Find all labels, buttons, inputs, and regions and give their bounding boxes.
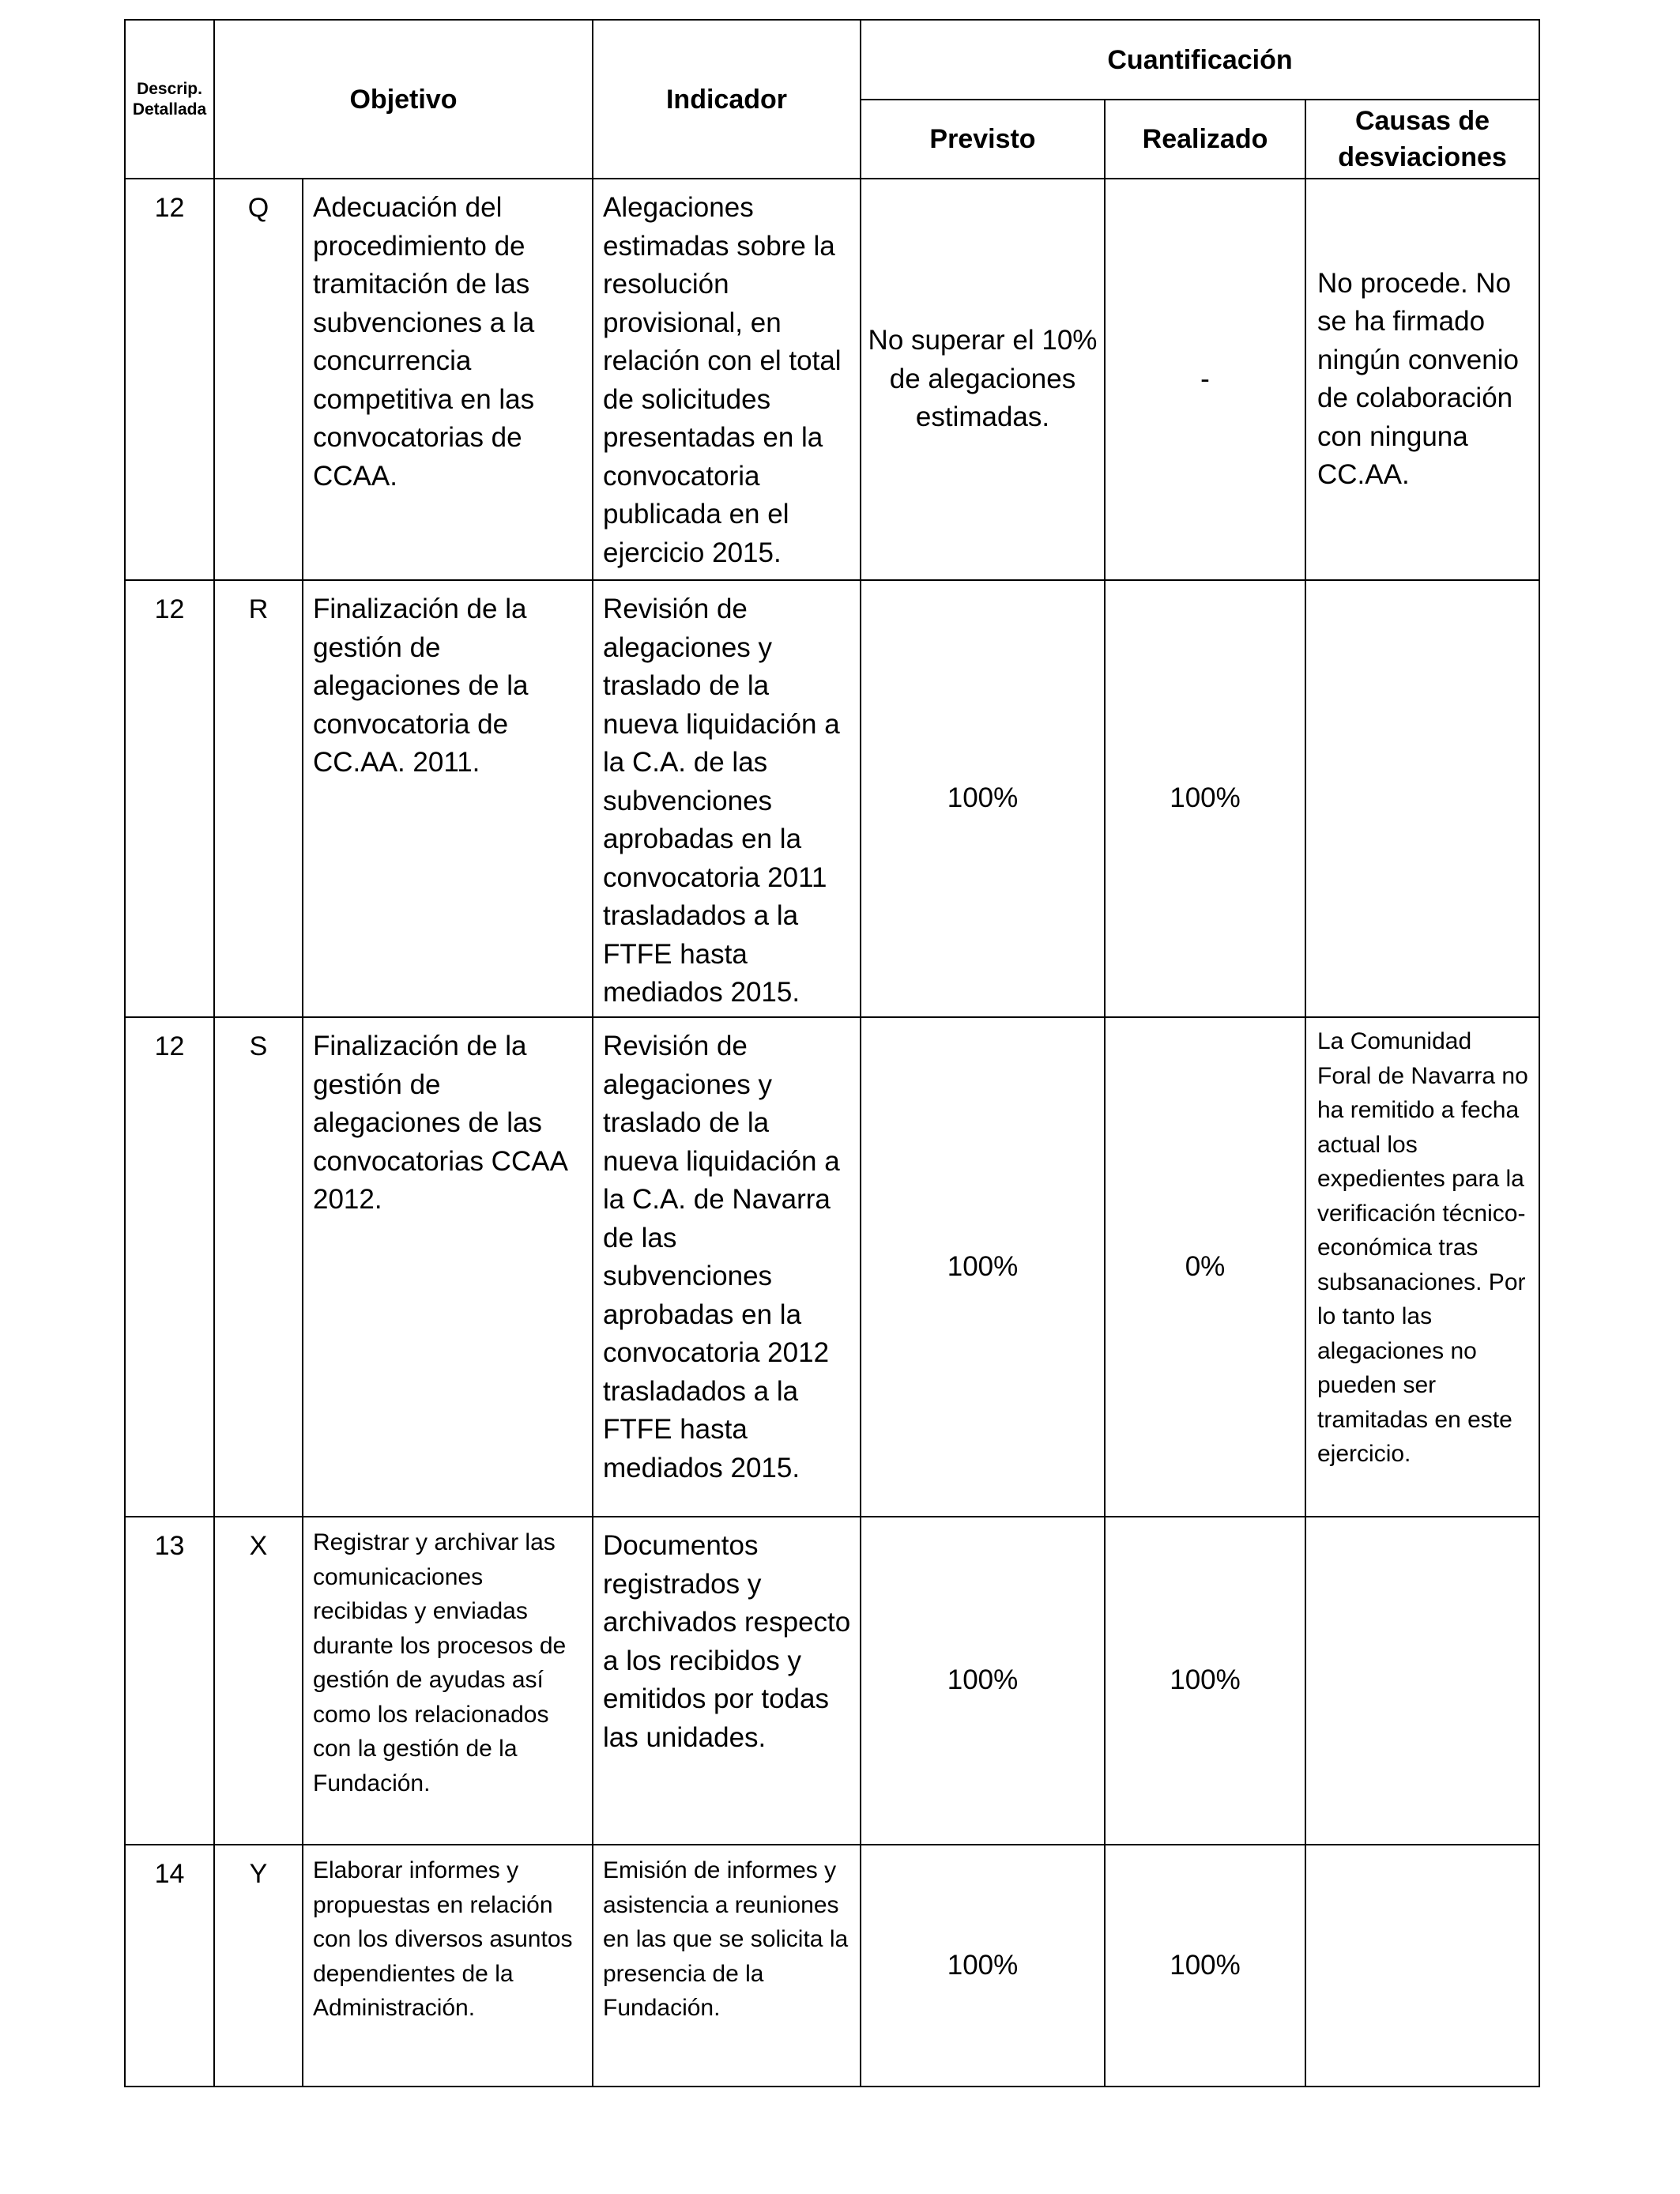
realizado-cell: 100% [1105,1845,1305,2087]
table-row [125,1517,1539,1845]
causas-cell: La Comunidad Foral de Navarra no ha remitido a fecha actual los expedientes para la verificación técnico-económica tras subsanaciones. Por lo tanto las alegaciones no pueden ser tramitadas en este ejercicio. [1305,1017,1539,1517]
objetivo-cell: Registrar y archivar las comunicaciones recibidas y enviadas durante los procesos de gestión de ayudas así como los relacionados con la gestión de la Fundación. [303,1517,593,1845]
realizado-cell: 100% [1105,1517,1305,1845]
header-previsto: Previsto [861,100,1105,179]
indicador-cell: Emisión de informes y asistencia a reuniones en las que se solicita la presencia de la Fundación. [593,1845,861,2087]
header-cuantificacion: Cuantificación [861,20,1539,100]
causas-cell [1305,580,1539,1017]
row-number: 12 [125,580,214,1017]
causas-cell: No procede. No se ha firmado ningún convenio de colaboración con ninguna CC.AA. [1305,179,1539,580]
realizado-cell: - [1105,179,1305,580]
previsto-cell: No superar el 10% de alegaciones estimadas. [861,179,1105,580]
row-letter: Q [214,179,303,580]
row-letter: R [214,580,303,1017]
header-descrip: Descrip. Detallada [125,20,214,179]
indicador-cell: Alegaciones estimadas sobre la resolución provisional, en relación con el total de solicitudes presentadas en la convocatoria publicada en el ejercicio 2015. [593,179,861,580]
header-indicador: Indicador [593,20,861,179]
row-number: 13 [125,1517,214,1845]
objetivo-cell: Elaborar informes y propuestas en relación con los diversos asuntos dependientes de la Administración. [303,1845,593,2087]
row-letter: Y [214,1845,303,2087]
table-row [125,179,1539,580]
header-objetivo: Objetivo [214,20,593,179]
row-number: 12 [125,179,214,580]
quantification-table-page [124,19,1539,2087]
objetivo-cell: Finalización de la gestión de alegaciones de la convocatoria de CC.AA. 2011. [303,580,593,1017]
indicador-cell: Documentos registrados y archivados respecto a los recibidos y emitidos por todas las unidades. [593,1517,861,1845]
row-letter: X [214,1517,303,1845]
indicador-cell: Revisión de alegaciones y traslado de la nueva liquidación a la C.A. de las subvenciones aprobadas en la convocatoria 2011 trasladados a la FTFE hasta mediados 2015. [593,580,861,1017]
previsto-cell: 100% [861,580,1105,1017]
causas-cell [1305,1517,1539,1845]
objetivo-cell: Finalización de la gestión de alegaciones de las convocatorias CCAA 2012. [303,1017,593,1517]
quantification-table [124,19,1540,2087]
row-number: 12 [125,1017,214,1517]
table-row [125,1845,1539,2087]
previsto-cell: 100% [861,1845,1105,2087]
indicador-cell: Revisión de alegaciones y traslado de la nueva liquidación a la C.A. de Navarra de las subvenciones aprobadas en la convocatoria 2012 trasladados a la FTFE hasta mediados 2015. [593,1017,861,1517]
causas-cell [1305,1845,1539,2087]
previsto-cell: 100% [861,1517,1105,1845]
realizado-cell: 0% [1105,1017,1305,1517]
row-number: 14 [125,1845,214,2087]
header-realizado: Realizado [1105,100,1305,179]
table-row [125,580,1539,1017]
header-causas: Causas de desviaciones [1305,100,1539,179]
previsto-cell: 100% [861,1017,1105,1517]
objetivo-cell: Adecuación del procedimiento de tramitación de las subvenciones a la concurrencia competitiva en las convocatorias de CCAA. [303,179,593,580]
row-letter: S [214,1017,303,1517]
table-row [125,1017,1539,1517]
realizado-cell: 100% [1105,580,1305,1017]
